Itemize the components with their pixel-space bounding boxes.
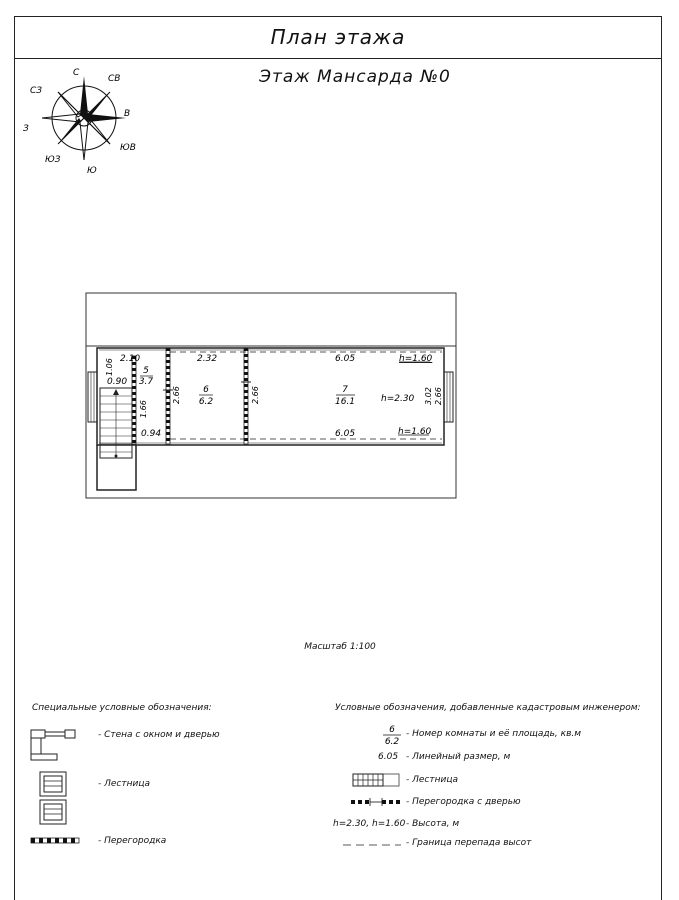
- dim-2-32: 2.32: [197, 354, 218, 364]
- legend-boundary-line-icon: [342, 842, 402, 848]
- room-label-6: [199, 385, 214, 407]
- height-1-60-bottom: h=1.60: [398, 427, 432, 437]
- height-1-60-top: h=1.60: [399, 354, 433, 364]
- dim-1-66: 1.66: [139, 400, 148, 418]
- legend-height-sample: h=2.30, h=1.60: [333, 819, 406, 829]
- legend-stair-icon: [36, 770, 72, 828]
- dim-1-06: 1.06: [105, 358, 114, 376]
- legend-dim-label: - Линейный размер, м: [406, 752, 511, 762]
- compass-w: З: [23, 124, 29, 134]
- legend-stair-symbol-label: - Лестница: [406, 775, 458, 785]
- legend-wall-window-door-icon: [29, 726, 79, 762]
- page-title: План этажа: [15, 17, 661, 59]
- room-label-5: [139, 366, 154, 387]
- legend-partition-icon: [30, 836, 80, 846]
- compass-ne: СВ: [108, 74, 121, 84]
- legend-room-label: - Номер комнаты и её площадь, кв.м: [406, 729, 582, 739]
- floor-title: Этаж Мансарда №0: [259, 67, 451, 87]
- height-2-30: h=2.30: [381, 394, 415, 404]
- room-label-7: [335, 385, 355, 407]
- compass-nw: СЗ: [30, 86, 43, 96]
- compass-se: ЮВ: [120, 143, 136, 153]
- partition-2: [166, 348, 170, 444]
- staircase: [100, 388, 132, 458]
- legend-stair-label: - Лестница: [98, 779, 150, 789]
- dim-0-94: 0.94: [141, 429, 162, 439]
- dim-3-02: 3.02: [424, 387, 433, 405]
- legend-partition-label: - Перегородка: [98, 836, 167, 846]
- dim-2-66-c: 2.66: [434, 387, 443, 405]
- partition-3: [244, 348, 248, 444]
- legend-engineer-heading: Условные обозначения, добавленные кадастровым инженером:: [335, 703, 641, 713]
- partition-1: [132, 356, 136, 444]
- dim-6-05-top: 6.05: [335, 354, 356, 364]
- dim-0-90: 0.90: [107, 377, 128, 387]
- compass-n: С: [73, 68, 80, 78]
- legend-partition-door-icon: [350, 797, 402, 807]
- svg-text:6: 6: [203, 385, 209, 395]
- dim-6-05-bottom: 6.05: [335, 429, 356, 439]
- compass-e: В: [124, 109, 131, 119]
- compass-sw: ЮЗ: [45, 155, 61, 165]
- dim-2-66-b: 2.66: [251, 386, 260, 404]
- legend-special-heading: Специальные условные обозначения:: [32, 703, 212, 713]
- legend-boundary-label: - Граница перепада высот: [406, 838, 532, 848]
- svg-text:5: 5: [143, 366, 149, 376]
- legend-height-label: - Высота, м: [406, 819, 460, 829]
- svg-text:6.2: 6.2: [384, 737, 400, 747]
- legend-wall-label: - Стена с окном и дверью: [98, 730, 220, 740]
- svg-text:6: 6: [389, 725, 395, 735]
- legend-room-fraction: [380, 722, 404, 748]
- scale-label: Масштаб 1:100: [304, 642, 376, 652]
- svg-text:3.7: 3.7: [138, 377, 154, 387]
- legend-stair-symbol-icon: [352, 773, 400, 787]
- dim-2-10: 2.10: [120, 354, 141, 364]
- legend-dim-sample: 6.05: [378, 752, 399, 762]
- compass-s: Ю: [87, 166, 97, 176]
- svg-text:7: 7: [342, 385, 348, 395]
- legend-partition-door-label: - Перегородка с дверью: [406, 797, 521, 807]
- svg-text:6.2: 6.2: [198, 397, 214, 407]
- svg-text:16.1: 16.1: [334, 397, 356, 407]
- dim-2-66-a: 2.66: [172, 386, 181, 404]
